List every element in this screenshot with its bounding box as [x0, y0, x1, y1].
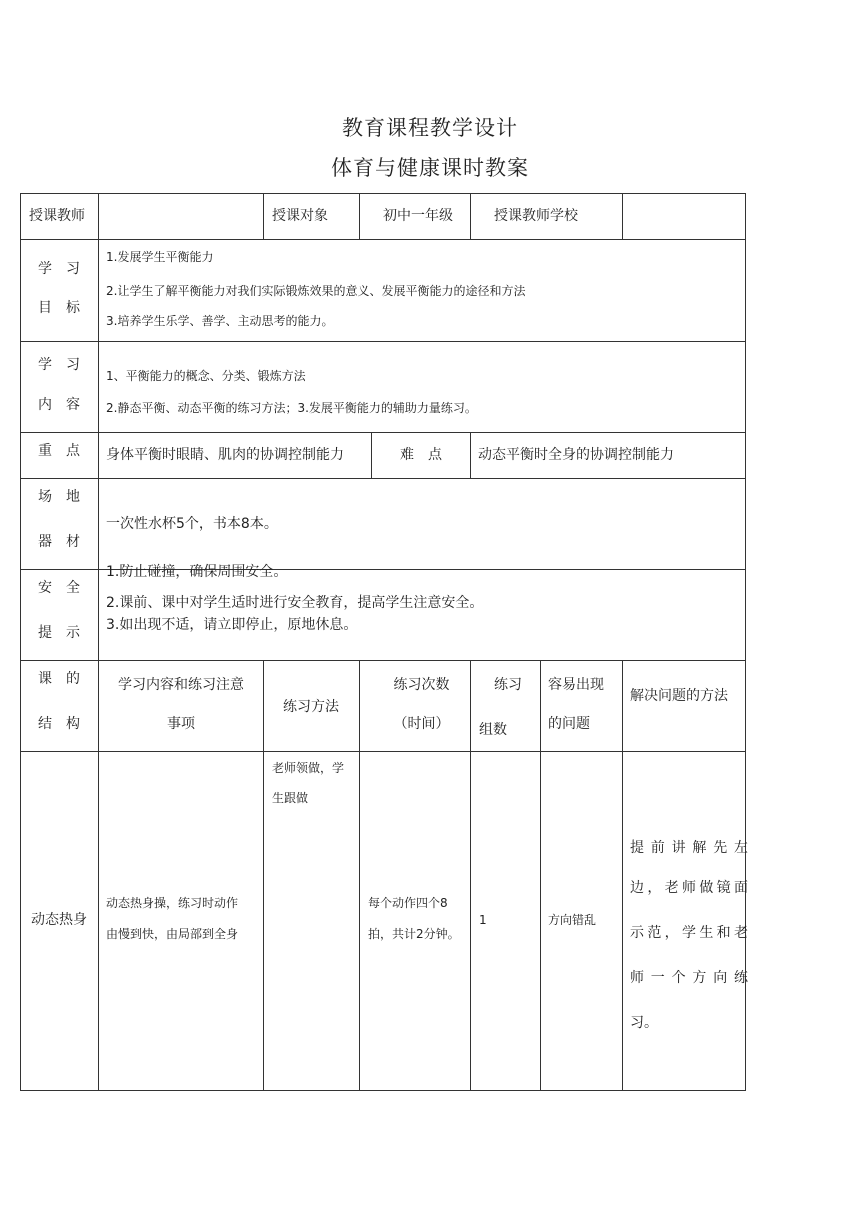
equipment-label: 场 地 [38, 489, 80, 505]
warmup-method: 老师领做，学 [272, 761, 345, 775]
school-label: 授课教师学校 [494, 208, 578, 224]
content-item: 2.静态平衡、动态平衡的练习方法；3.发展平衡能力的辅助力量练习。 [106, 401, 477, 415]
warmup-count: 每个动作四个8 [368, 896, 448, 910]
warmup-problem: 方向错乱 [548, 913, 597, 927]
structure-label: 结 构 [38, 716, 80, 732]
warmup-solution: 边，老师做镜面 [630, 880, 748, 896]
key-point-label: 重 点 [38, 443, 80, 459]
table-rule [20, 751, 746, 752]
content-column-header: 事项 [167, 716, 195, 732]
content-item: 1、平衡能力的概念、分类、锻炼方法 [106, 369, 306, 383]
warmup-structure: 动态热身 [31, 912, 87, 928]
warmup-solution: 提前讲解先左 [630, 840, 748, 856]
safety-label: 安 全 [38, 580, 80, 596]
safety-item: 1.防止碰撞，确保周围安全。 [106, 564, 288, 580]
goals-label: 目 标 [38, 300, 80, 316]
table-rule [20, 432, 746, 433]
difficulty-label: 难 点 [400, 447, 442, 463]
method-column-header: 练习方法 [283, 699, 339, 715]
content-column-header: 学习内容和练习注意 [118, 677, 244, 693]
teacher-label: 授课教师 [29, 208, 85, 224]
content-label: 内 容 [38, 397, 80, 413]
key-point-text: 身体平衡时眼睛、肌肉的协调控制能力 [106, 447, 344, 463]
table-rule [20, 1090, 746, 1091]
equipment-label: 器 材 [38, 534, 80, 550]
table-rule [20, 478, 746, 479]
warmup-solution: 习。 [630, 1015, 658, 1031]
count-column-header: 练习次数 [393, 677, 450, 693]
warmup-solution: 示范，学生和老 [630, 925, 748, 941]
table-rule [745, 193, 746, 1091]
table-rule [263, 193, 264, 240]
warmup-method: 生跟做 [272, 791, 309, 805]
groups-column-header: 练习 [494, 677, 522, 693]
goal-item: 3.培养学生乐学、善学、主动思考的能力。 [106, 314, 334, 328]
table-rule [359, 193, 360, 240]
warmup-content: 由慢到快，由局部到全身 [106, 927, 239, 941]
document-title: 教育课程教学设计 [342, 116, 518, 140]
groups-column-header: 组数 [479, 722, 507, 738]
table-rule [540, 660, 541, 1091]
problems-column-header: 的问题 [548, 716, 590, 732]
warmup-groups: 1 [479, 913, 487, 927]
warmup-content: 动态热身操，练习时动作 [106, 896, 239, 910]
warmup-solution: 师一个方向练 [630, 970, 748, 986]
table-rule [20, 193, 746, 194]
solution-column-header: 解决问题的方法 [630, 688, 728, 704]
document-subtitle: 体育与健康课时教案 [331, 156, 529, 180]
problems-column-header: 容易出现 [548, 677, 604, 693]
table-rule [622, 660, 623, 1091]
structure-label: 课 的 [38, 671, 80, 687]
count-column-header: （时间） [393, 716, 450, 732]
table-rule [20, 193, 21, 1091]
table-rule [20, 239, 746, 240]
difficulty-text: 动态平衡时全身的协调控制能力 [478, 447, 674, 463]
safety-item: 2.课前、课中对学生适时进行安全教育，提高学生注意安全。 [106, 595, 484, 611]
table-rule [622, 193, 623, 240]
safety-label: 提 示 [38, 625, 80, 641]
goals-label: 学 习 [38, 261, 80, 277]
content-label: 学 习 [38, 357, 80, 373]
safety-item: 3.如出现不适，请立即停止，原地休息。 [106, 617, 358, 633]
goal-item: 2.让学生了解平衡能力对我们实际锻炼效果的意义、发展平衡能力的途径和方法 [106, 284, 526, 298]
table-rule [470, 193, 471, 240]
table-rule [98, 193, 99, 1091]
target-label: 授课对象 [272, 208, 328, 224]
table-rule [20, 341, 746, 342]
table-rule [20, 660, 746, 661]
warmup-count: 拍，共计2分钟。 [368, 927, 460, 941]
equipment-text: 一次性水杯5个，书本8本。 [106, 516, 278, 532]
goal-item: 1.发展学生平衡能力 [106, 250, 214, 264]
target-value: 初中一年级 [383, 208, 453, 224]
